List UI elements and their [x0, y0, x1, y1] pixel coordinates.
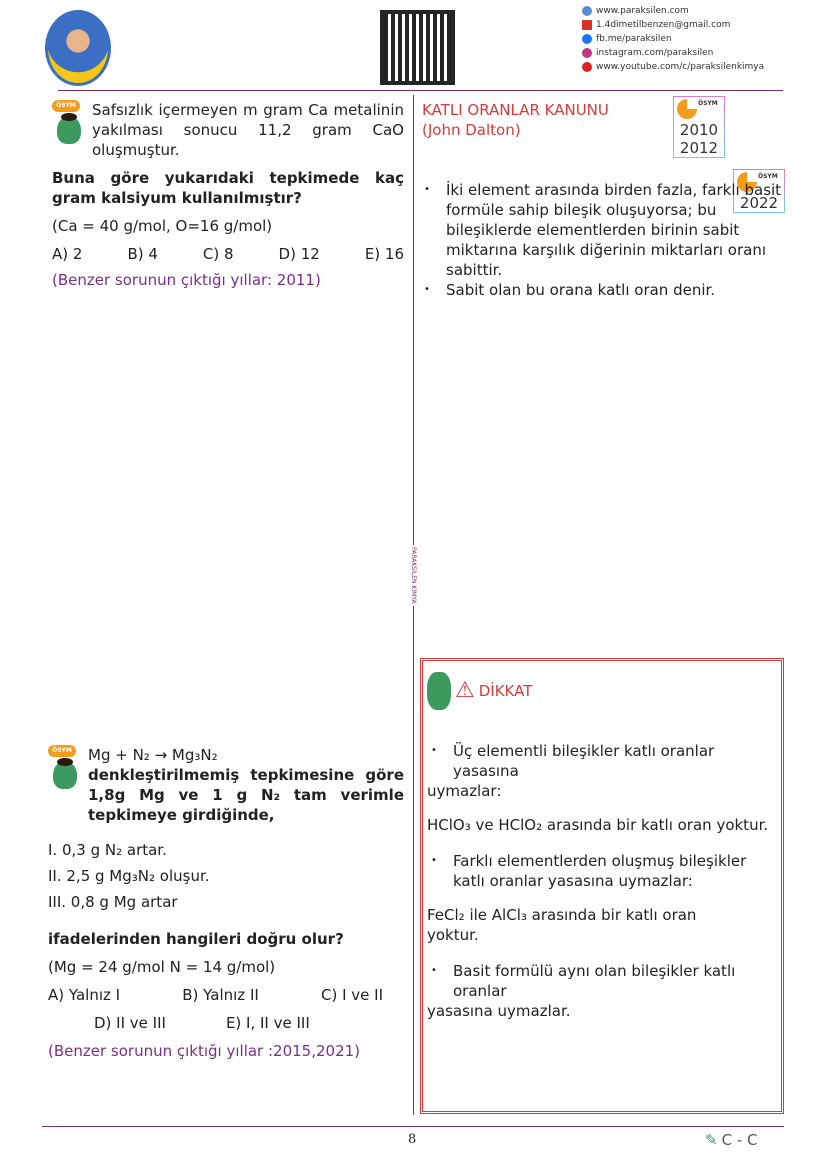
answer-options — [52, 244, 404, 264]
web-icon — [582, 6, 592, 16]
law-bullets — [420, 180, 785, 300]
link-text: instagram.com/paraksilen — [596, 48, 714, 58]
mascot-icon — [427, 672, 451, 710]
qr-code[interactable] — [380, 10, 455, 85]
reaction-equation: Mg + N₂ → Mg₃N₂ — [88, 746, 218, 764]
link-facebook[interactable] — [582, 32, 764, 46]
gmail-icon — [582, 20, 592, 30]
statement: II. 2,5 g Mg₃N₂ oluşur. — [48, 867, 210, 885]
osym-label: ÖSYM — [48, 745, 76, 757]
option-e[interactable]: E) 16 — [364, 245, 404, 263]
option-e[interactable]: E) I, II ve III — [225, 1014, 310, 1032]
option-c[interactable]: C) 8 — [202, 245, 234, 263]
similar-years: (Benzer sorunun çıktığı yıllar: 2011) — [52, 271, 321, 289]
instagram-icon — [582, 48, 592, 58]
option-a[interactable]: A) 2 — [52, 245, 83, 263]
warning-header — [427, 671, 777, 711]
link-youtube[interactable] — [582, 60, 764, 74]
warning-list — [427, 961, 777, 1001]
footer-text: C - C — [721, 1131, 758, 1149]
osym-mascot-icon — [52, 100, 86, 144]
mascot-icon: ✎ — [705, 1131, 718, 1149]
osym-mascot-icon — [48, 745, 82, 789]
badge-year: 2010 — [679, 121, 719, 139]
option-d[interactable]: D) II ve III — [94, 1014, 166, 1032]
header-divider — [58, 90, 783, 91]
facebook-icon — [582, 34, 592, 44]
link-text: 1.4dimetilbenzen@gmail.com — [596, 20, 731, 30]
law-subtitle: (John Dalton) — [422, 121, 521, 139]
link-text: fb.me/paraksilen — [596, 34, 672, 44]
bullet: • Üç elementli bileşikler katlı oranlar yasasına — [427, 741, 777, 781]
warning-title: DİKKAT — [478, 682, 533, 700]
warning-list — [427, 741, 777, 781]
question-2 — [48, 745, 404, 1061]
link-gmail[interactable] — [582, 18, 764, 32]
law-heading — [422, 100, 667, 140]
youtube-icon — [582, 62, 592, 72]
option-b[interactable]: B) Yalnız II — [182, 986, 259, 1004]
bullet: • Basit formülü aynı olan bileşikler katlı oranlar — [427, 961, 777, 1001]
example: HClO₃ ve HClO₂ arasında bir katlı oran yoktur. — [427, 816, 769, 834]
osym-label: ÖSYM — [52, 100, 80, 112]
given-data: (Ca = 40 g/mol, O=16 g/mol) — [52, 217, 273, 235]
option-d[interactable]: D) 12 — [278, 245, 320, 263]
option-a[interactable]: A) Yalnız I — [48, 986, 121, 1004]
answer-options — [48, 1013, 404, 1033]
question-text: ifadelerinden hangileri doğru olur? — [48, 930, 344, 948]
option-b[interactable]: B) 4 — [127, 245, 158, 263]
badge-label: ÖSYM — [758, 173, 778, 180]
link-instagram[interactable] — [582, 46, 764, 60]
question-header — [52, 100, 404, 160]
bullet-continuation: uymazlar: — [427, 782, 502, 800]
warning-triangle-icon: ⚠ — [455, 678, 475, 703]
question-stem: Safsızlık içermeyen m gram Ca metalinin yakılması sonucu 11,2 gram CaO oluşmuştur. — [92, 101, 404, 159]
bullet-continuation: yasasına uymazlar. — [427, 1002, 571, 1020]
question-1 — [52, 100, 404, 290]
question-text: Buna göre yukarıdaki tepkimede kaç gram kalsiyum kullanılmıştır? — [52, 169, 404, 207]
badge-label: ÖSYM — [698, 100, 718, 107]
similar-years: (Benzer sorunun çıktığı yıllar :2015,2021) — [48, 1042, 361, 1060]
osym-year-badge — [673, 96, 725, 158]
bullet: • Farklı elementlerden oluşmuş bileşikler katlı oranlar yasasına uymazlar: — [427, 851, 777, 891]
author-avatar — [45, 10, 111, 86]
question-stem: denkleştirilmemiş tepkimesine göre 1,8g Mg ve 1 g N₂ tam verimle tepkimeye girdiğinde, — [88, 766, 404, 824]
given-data: (Mg = 24 g/mol N = 14 g/mol) — [48, 958, 276, 976]
page-number: 8 — [408, 1132, 417, 1147]
bullet: • Sabit olan bu orana katlı oran denir. — [420, 280, 785, 300]
question-header — [48, 745, 404, 825]
link-text: www.paraksilen.com — [596, 6, 689, 16]
bullet: • İki element arasında birden fazla, farklı basit formüle sahip bileşik oluşuyorsa; bu bileşiklerde elementlerden birinin sabit miktarına karşılık diğerinin miktarları oranı sabittir. — [420, 180, 785, 280]
example: FeCl₂ ile AlCl₃ arasında bir katlı oran yoktur. — [427, 906, 697, 944]
link-text: www.youtube.com/c/paraksilenkimya — [596, 62, 765, 72]
answer-options — [48, 985, 383, 1005]
statement: I. 0,3 g N₂ artar. — [48, 841, 167, 859]
osym-logo-icon — [674, 97, 724, 121]
badge-year: 2012 — [679, 139, 719, 157]
statements — [48, 837, 404, 915]
badge-year: 2022 — [739, 194, 779, 212]
side-watermark: PARAKSİLEN KİMYA — [410, 547, 417, 604]
warning-box — [420, 658, 784, 1114]
footer-divider — [42, 1126, 784, 1127]
contact-links — [582, 4, 764, 74]
option-c[interactable]: C) I ve II — [320, 986, 383, 1004]
footer-label — [705, 1131, 757, 1149]
warning-list — [427, 851, 777, 891]
statement: III. 0,8 g Mg artar — [48, 893, 178, 911]
law-title: KATLI ORANLAR KANUNU — [422, 101, 609, 119]
link-web[interactable] — [582, 4, 764, 18]
